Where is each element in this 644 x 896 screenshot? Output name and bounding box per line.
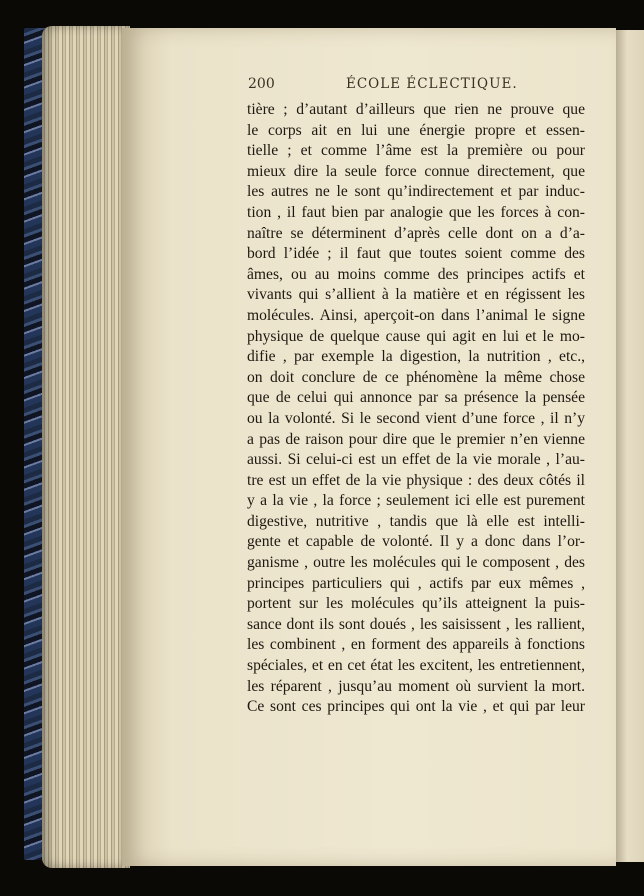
- page-number: 200: [248, 76, 275, 92]
- text-line: a pas de raison pour dire que le premier n’en vienne: [247, 430, 585, 448]
- text-line: le corps ait en lui une énergie propre et essen-: [247, 121, 585, 139]
- text-line: tière ; d’autant d’ailleurs que rien ne prouve que: [247, 101, 585, 118]
- text-line: y a la vie , la force ; seulement ici elle est purement: [247, 492, 585, 510]
- text-line: aussi. Si celui-ci est un effet de la vie morale , l’au-: [247, 451, 585, 469]
- text-line: Ce sont ces principes qui ont la vie , et qui par leur: [247, 698, 585, 716]
- text-line: bord l’idée ; il faut que toutes soient comme des: [247, 245, 585, 263]
- text-line: portent sur les molécules qu’ils atteignent la puis-: [247, 595, 585, 613]
- running-head: ÉCOLE ÉCLECTIQUE.: [346, 76, 518, 92]
- text-line: principes particuliers qui , actifs par eux mêmes ,: [247, 574, 585, 592]
- text-line: sance dont ils sont doués , les saisissent , les rallient,: [247, 615, 585, 633]
- page-edges: [42, 26, 130, 868]
- text-line: ou la volonté. Si le second vient d’une force , il n’y: [247, 409, 585, 427]
- text-line: spéciales, et en cet état les excitent, les entretiennent,: [247, 657, 585, 675]
- text-line: tre est un effet de la vie physique : des deux côtés il: [247, 471, 585, 489]
- text-line: molécules. Ainsi, aperçoit-on dans l’animal le signe: [247, 306, 585, 324]
- text-line: tion , il faut bien par analogie que les forces à con-: [247, 203, 585, 221]
- text-line: ganisme , outre les molécules qui le composent , des: [247, 554, 585, 572]
- text-line: les combinent , en forment des appareils à fonctions: [247, 636, 585, 654]
- text-line: tielle ; et comme l’âme est la première ou pour: [247, 142, 585, 160]
- text-line: physique de quelque cause qui agit en lui et le mo-: [247, 327, 585, 345]
- text-line: les réparent , jusqu’au moment où survient la mort.: [247, 677, 585, 695]
- text-line: vivants qui s’allient à la matière et en régissent les: [247, 286, 585, 304]
- text-line: les autres ne le sont qu’indirectement et par induc-: [247, 183, 585, 201]
- text-line: difie , par exemple la digestion, la nutrition , etc.,: [247, 348, 585, 366]
- text-line: mieux dire la seule force connue directement, que: [247, 162, 585, 180]
- facing-page-edge: [616, 30, 644, 862]
- body-text: [247, 100, 585, 718]
- page-header: [0, 76, 644, 98]
- text-line: gente et capable de volonté. Il y a donc dans l’or-: [247, 533, 585, 551]
- text-line: naître se déterminent d’après celle dont on a d’a-: [247, 224, 585, 242]
- text-line: âmes, ou au moins comme des principes actifs et: [247, 265, 585, 283]
- text-line: digestive, nutritive , tandis que là elle est intelli-: [247, 512, 585, 530]
- text-line: on doit conclure de ce phénomène la même chose: [247, 368, 585, 386]
- text-line: que de celui qui annonce par sa présence la pensée: [247, 389, 585, 407]
